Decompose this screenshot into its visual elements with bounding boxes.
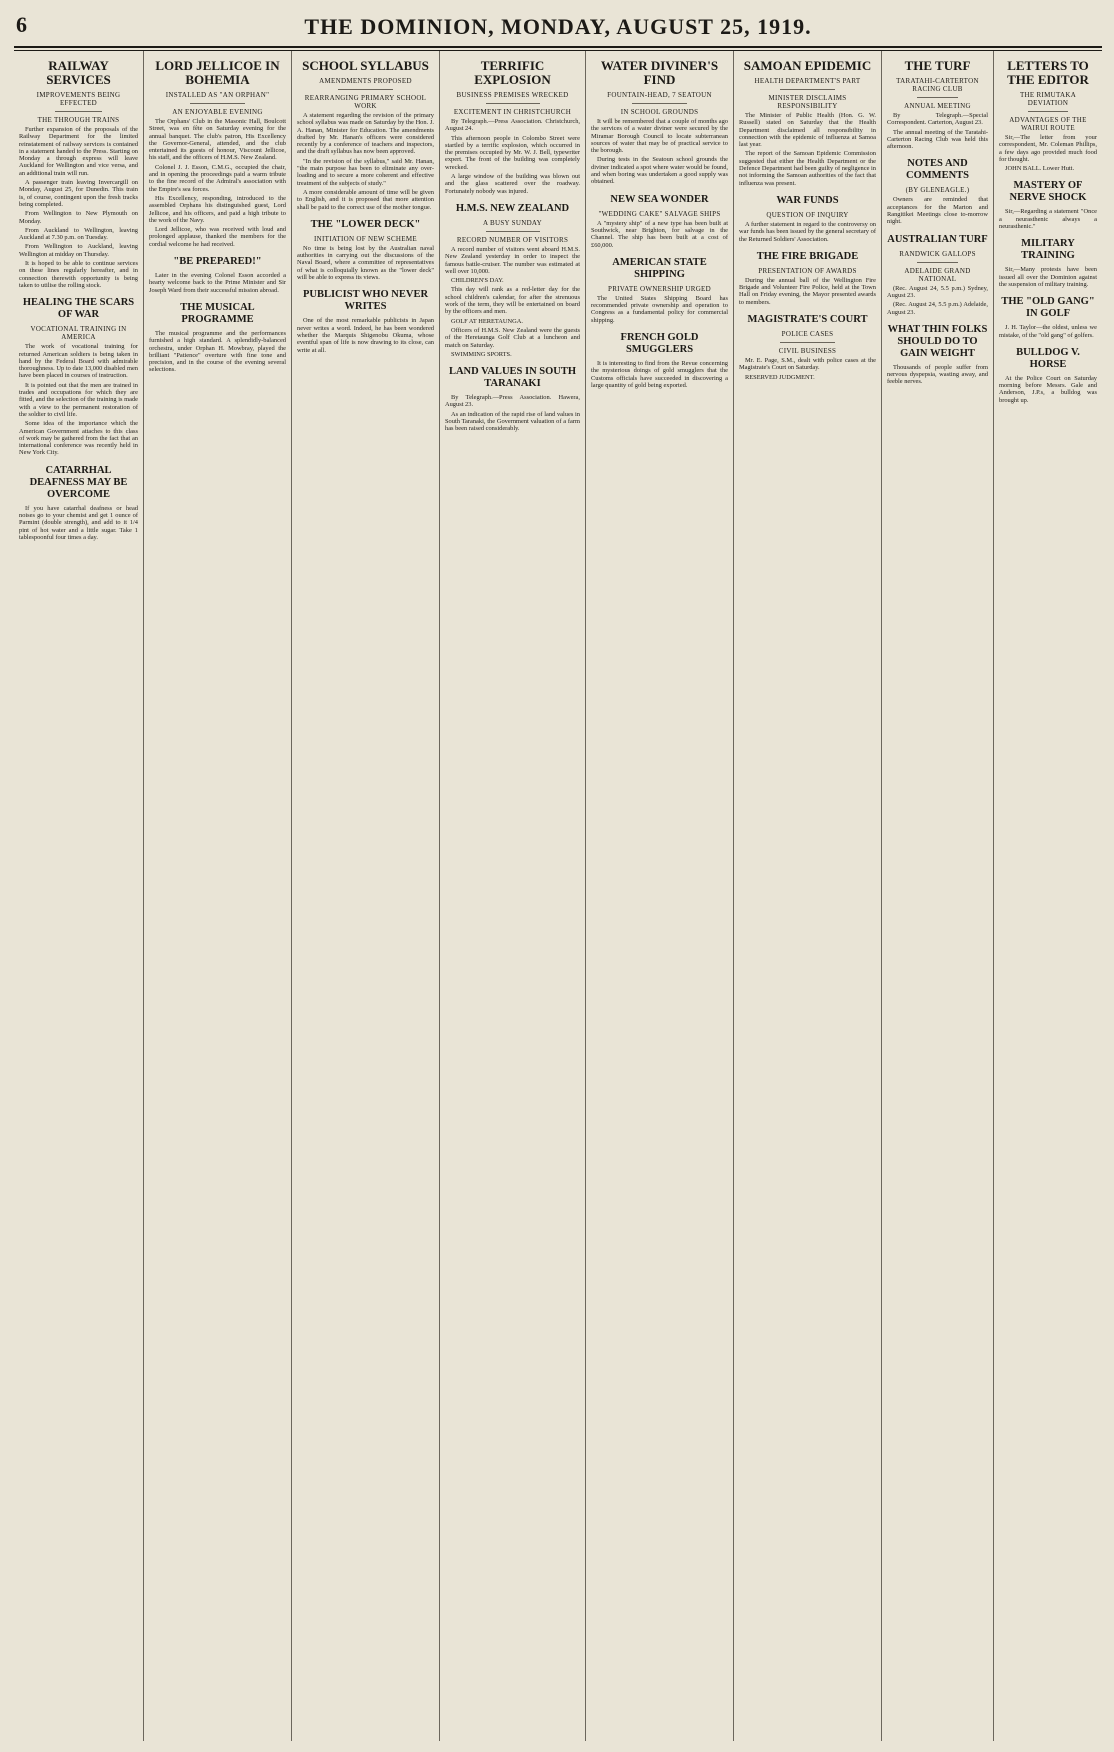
article-headline: AUSTRALIAN TURF <box>887 233 988 245</box>
article-paragraph: From Wellington to New Plymouth on Monday. <box>19 210 138 225</box>
column-4 <box>440 51 586 1741</box>
article <box>445 59 580 195</box>
article-headline: H.M.S. NEW ZEALAND <box>455 202 570 214</box>
article-body <box>591 295 728 324</box>
article-paragraph: The Minister of Public Health (Hon. G. W. Russell) stated on Saturday that the Health Department disclaimed all responsibility in connection with the epidemic of influenza at Samoa last year. <box>739 112 876 149</box>
article-subhead: THE THROUGH TRAINS <box>37 116 120 124</box>
article-subhead: CIVIL BUSINESS <box>778 347 837 356</box>
article-headline: "BE PREPARED!" <box>173 256 262 268</box>
article-headline: MAGISTRATE'S COURT <box>747 314 868 326</box>
article-body <box>149 272 286 294</box>
article-paragraph: The report of the Samoan Epidemic Commission suggested that either the Health Department or the Defence Department had been guilty of negligence in not informing the Samoan authorities of the fact that influenza was present. <box>739 150 876 187</box>
article-headline: SCHOOL SYLLABUS <box>302 58 429 73</box>
article <box>591 194 728 249</box>
article-headline: CATARRHAL DEAFNESS MAY BE OVERCOME <box>29 464 128 500</box>
article <box>887 158 988 225</box>
column-1 <box>14 51 144 1741</box>
divider <box>632 103 687 104</box>
article-body <box>999 266 1097 288</box>
article-body <box>999 208 1097 230</box>
article-headline: BULLDOG V. HORSE <box>1016 346 1080 370</box>
article-headline: WHAT THIN FOLKS SHOULD DO TO GAIN WEIGHT <box>887 323 988 359</box>
divider <box>917 97 957 98</box>
page-number: 6 <box>16 12 27 37</box>
article-subhead: A BUSY SUNDAY <box>482 218 542 227</box>
article-subhead: "WEDDING CAKE" SALVAGE SHIPS <box>598 209 721 218</box>
article-subhead: HEALTH DEPARTMENT'S PART <box>754 77 861 85</box>
article-headline: TERRIFIC EXPLOSION <box>474 58 551 87</box>
article-paragraph: A passenger train leaving Invercargill on Monday, August 25, for Dunedin. This train is, of course, contingent upon the fresh tracks being completed. <box>19 179 138 208</box>
article-headline: WAR FUNDS <box>776 194 839 206</box>
article <box>149 256 286 294</box>
article-paragraph: As an indication of the rapid rise of land values in South Taranaki, the Government valuation of a farm has been raised considerably. <box>445 410 580 433</box>
article-paragraph: Owners are reminded that acceptances for the Marton and Rangitikei Meetings close to-morrow night. <box>887 196 988 226</box>
article <box>739 59 876 187</box>
article <box>19 465 138 541</box>
article-headline: THE "OLD GANG" IN GOLF <box>1001 296 1095 320</box>
article-paragraph: By Telegraph.—Press Association. Christchurch, August 24. <box>445 118 580 133</box>
divider <box>486 103 540 104</box>
article-paragraph: (Rec. August 24, 5.5 p.m.) Sydney, August 23. <box>887 284 988 299</box>
article-body <box>19 126 138 289</box>
article-headline: LETTERS TO THE EDITOR <box>1007 58 1089 87</box>
article-subhead: INSTALLED AS "AN ORPHAN" <box>165 91 270 99</box>
newspaper-title: THE DOMINION, MONDAY, AUGUST 25, 1919. <box>304 14 812 39</box>
article-body <box>297 317 434 353</box>
article-body <box>297 245 434 281</box>
article <box>149 59 286 248</box>
article-body <box>999 324 1097 339</box>
article-body <box>887 112 988 150</box>
column-3 <box>292 51 440 1741</box>
article-paragraph: (Rec. August 24, 5.5 p.m.) Adelaide, August 23. <box>887 301 988 316</box>
article-subhead: RANDWICK GALLOPS <box>899 249 976 258</box>
article-body <box>739 221 876 243</box>
article-headline: RAILWAY SERVICES <box>46 58 111 87</box>
article-subhead: TARATAHI-CARTERTON RACING CLUB <box>896 77 979 93</box>
article-subhead: IMPROVEMENTS BEING EFFECTED <box>36 91 121 107</box>
article <box>297 219 434 281</box>
article <box>19 297 138 456</box>
article-headline: LORD JELLICOE IN BOHEMIA <box>155 58 280 87</box>
article-paragraph: It is interesting to find from the Revue concerning the mysterious doings of gold smugglers that the Customs officials have succeeded in discovering a large quantity of gold being exported. <box>591 360 728 389</box>
article-body <box>999 375 1097 404</box>
article-body <box>739 277 876 306</box>
article <box>739 251 876 306</box>
article-body <box>999 134 1097 172</box>
article <box>887 324 988 386</box>
article-paragraph: During tests in the Seatoun school grounds the diviner indicated a spot where water would be found, and when boring was undertaken a good supply was obtained. <box>591 156 728 186</box>
article <box>445 366 580 432</box>
article-paragraph: The work of vocational training for returned American soldiers is being taken in hand by the Federal Board with admirable thoroughness. Up to date 13,000 disabled men have been placed in courses of instruction. <box>19 343 138 380</box>
article-body <box>149 118 286 248</box>
divider <box>338 89 393 90</box>
article <box>297 59 434 211</box>
column-8 <box>994 51 1102 1741</box>
article-body <box>445 246 580 358</box>
article-paragraph: By Telegraph.—Press Association. Hawera, August 23. <box>445 394 580 409</box>
article-paragraph: GOLF AT HERETAUNGA. <box>451 317 523 325</box>
article-paragraph: A large window of the building was blown out and the glass scattered over the roadway. Fortunately nobody was injured. <box>445 173 580 195</box>
article-paragraph: A further statement in regard to the controversy on war funds has been issued by the general secretary of the Returned Soldiers' Association. <box>739 220 876 243</box>
article <box>149 302 286 374</box>
article-subhead: POLICE CASES <box>781 330 834 339</box>
article-body <box>591 360 728 389</box>
divider <box>190 103 245 104</box>
article-body <box>445 394 580 432</box>
article-body <box>19 505 138 541</box>
article-paragraph: From Auckland to Wellington, leaving Auckland at 7.30 p.m. on Tuesday. <box>19 226 138 242</box>
article-subhead: PRESENTATION OF AWARDS <box>758 266 857 275</box>
divider <box>780 342 835 343</box>
article-paragraph: It is pointed out that the men are trained in trades and occupations for which they are fitted, and the selection of the training is made with a view to the permanent restoration of the soldier to civil life. <box>19 381 138 418</box>
article-paragraph: A "mystery ship" of a new type has been built at Southwick, near Brighton, for salvage in the Channel. The ship has been built at a cost of £60,000. <box>591 219 728 249</box>
article <box>999 238 1097 288</box>
article-paragraph: The Orphans' Club in the Masonic Hall, Boulcott Street, was en fête on Saturday evening for the annual banquet. The club's patron, His Excellency the Governor-General, attended, and the club entertained its guests of honour, Viscount Jellicoe, his staff, and the officers of H.M.S. New Zealand. <box>149 118 286 162</box>
article <box>297 289 434 353</box>
article-headline: NOTES AND COMMENTS <box>906 158 969 182</box>
article-headline: SAMOAN EPIDEMIC <box>743 58 872 73</box>
article-headline: THE MUSICAL PROGRAMME <box>180 301 255 325</box>
article-body <box>887 196 988 225</box>
article-subhead: QUESTION OF INQUIRY <box>766 210 849 219</box>
article <box>19 59 138 289</box>
article-paragraph: By Telegraph.—Special Correspondent. Carterton, August 23. <box>887 112 988 127</box>
article-headline: THE "LOWER DECK" <box>310 218 421 230</box>
article-body <box>19 343 138 456</box>
article-subhead: RECORD NUMBER OF VISITORS <box>456 235 569 244</box>
article <box>445 203 580 358</box>
article-paragraph: Officers of H.M.S. New Zealand were the guests of the Heretaunga Golf Club at a luncheon and match on Saturday. <box>445 326 580 349</box>
article-paragraph: Further expansion of the proposals of the Railway Department for the limited reinstatement of railway services is contained in a statement handed to the Press. Starting on Monday a through express will leave Auckland for Wellington and vice versa, and an additional train will run. <box>19 126 138 177</box>
article <box>591 332 728 389</box>
article-paragraph: Colonel J. J. Esson, C.M.G., occupied the chair, and in opening the proceedings paid a warm tribute to the fine record of the Admiral's association with the Empire's sea forces. <box>149 163 286 193</box>
article-body <box>445 118 580 195</box>
article-paragraph: J. H. Taylor—the oldest, unless we mistake, of the "old gang" of golfers. <box>999 324 1097 339</box>
column-grid <box>14 51 1102 1741</box>
article-paragraph: "In the revision of the syllabus," said Mr. Hanan, "the main purpose has been to eliminate any over-loading and to secure a more coherent and effective treatment of the subjects of study." <box>297 157 434 187</box>
article-paragraph: Lord Jellicoe, who was received with loud and prolonged applause, thanked the members for the cordial welcome he had received. <box>149 226 286 248</box>
article-body <box>149 330 286 374</box>
article-paragraph: The annual meeting of the Taratahi-Carterton Racing Club was held this afternoon. <box>887 128 988 151</box>
article-body <box>591 118 728 186</box>
article <box>999 59 1097 172</box>
article <box>999 180 1097 230</box>
article-headline: MASTERY OF NERVE SHOCK <box>1009 180 1087 204</box>
article-headline: MILITARY TRAINING <box>1021 238 1075 262</box>
article-headline: THE FIRE BRIGADE <box>756 250 859 262</box>
article-paragraph: If you have catarrhal deafness or head noises go to your chemist and get 1 ounce of Parmint (double strength), and add to it 1/4 pint of hot water and a little sugar. Take 1 tablespoonful four times a day. <box>19 504 138 541</box>
column-2 <box>144 51 292 1741</box>
divider <box>55 111 103 112</box>
article-body <box>739 357 876 381</box>
article-headline: FRENCH GOLD SMUGGLERS <box>620 332 699 356</box>
article-subhead: ANNUAL MEETING <box>904 102 971 110</box>
article <box>739 195 876 243</box>
article-paragraph: Thousands of people suffer from nervous dyspepsia, wasting away, and feeble nerves. <box>887 363 988 386</box>
article-paragraph: One of the most remarkable publicists in Japan never writes a word. Indeed, he has been wondered whether the Marquis Shigenobu Okuma, whose eventful span of life is now drawing to its close, can write at all. <box>297 317 434 354</box>
article <box>591 59 728 186</box>
divider <box>1028 111 1067 112</box>
article-headline: WATER DIVINER'S FIND <box>600 58 719 87</box>
article <box>739 314 876 381</box>
article-paragraph: No time is being lost by the Australian naval authorities in carrying out the discussions of the Naval Board, where a committee of representatives of what is colloquially known as the "lower deck" will be able to express its views. <box>297 244 434 282</box>
article-body <box>887 285 988 316</box>
article-subhead: AMENDMENTS PROPOSED <box>319 77 412 85</box>
article-body <box>297 112 434 211</box>
article-paragraph: Some idea of the importance which the American Government attaches to this class of work may be gathered from the fact that an international conference was recently held in New York City. <box>19 420 138 457</box>
article-paragraph: At the Police Court on Saturday morning before Messrs. Gale and Anderson, J.P.s, a bulldog was brought up. <box>999 374 1097 404</box>
column-5 <box>586 51 734 1741</box>
masthead <box>14 10 1102 48</box>
article-subhead: ADELAIDE GRAND NATIONAL <box>904 266 971 283</box>
article-body <box>887 364 988 386</box>
article-paragraph: A statement regarding the revision of the primary school syllabus was made on Saturday by the Hon. J. A. Hanan, Minister for Education. The amendments drafted by Mr. Hanan's officers were considered recently by a conference of teachers and inspectors, and the draft syllabus has now been approved. <box>297 112 434 156</box>
article-body <box>739 112 876 187</box>
article-subhead: AN ENJOYABLE EVENING <box>172 108 263 116</box>
article-paragraph: RESERVED JUDGMENT. <box>745 373 815 381</box>
article-paragraph: During the annual ball of the Wellington Fire Brigade and Volunteer Fire Police, held at the Town Hall on Friday evening, the Mayor presented awards to members. <box>739 276 876 306</box>
article-subhead: EXCITEMENT IN CHRISTCHURCH <box>453 108 572 116</box>
article-subhead: VOCATIONAL TRAINING IN AMERICA <box>30 325 127 342</box>
article-paragraph: Mr. E. Page, S.M., dealt with police cases at the Magistrate's Court on Saturday. <box>739 357 876 372</box>
article-subhead: REARRANGING PRIMARY SCHOOL WORK <box>304 94 427 110</box>
article <box>999 347 1097 404</box>
article-paragraph: This day will rank as a red-letter day for the school children's calendar, for after the strenuous work of the term, they will be entertained on board by the officers and men. <box>445 286 580 316</box>
article <box>887 234 988 316</box>
article-body <box>591 220 728 249</box>
article-paragraph: Later in the evening Colonel Esson accorded a hearty welcome back to the Prime Minister and Sir Joseph Ward from their successful mission abroad. <box>149 272 286 294</box>
article-paragraph: The musical programme and the performances furnished a high standard. A splendidly-balanced orchestra, under Orphan H. Mowbray, played the brilliant "Patience" overture with fine tone and precision, and in the course of the evening several selections. <box>149 329 286 374</box>
article-subhead: BUSINESS PREMISES WRECKED <box>456 91 569 99</box>
article-headline: PUBLICIST WHO NEVER WRITES <box>302 289 429 313</box>
article-paragraph: Sir,—Regarding a statement "Once a neurasthenic always a neurasthenic." <box>999 208 1097 231</box>
article <box>887 59 988 150</box>
article-paragraph: Sir,—Many protests have been issued all over the Dominion against the suspension of military training. <box>999 266 1097 288</box>
article-subhead: INITIATION OF NEW SCHEME <box>314 234 417 243</box>
article-paragraph: It will be remembered that a couple of months ago the services of a water diviner were secured by the Miramar Borough Council to locate subterranean sources of water that may be of practical service to the borough. <box>591 118 728 155</box>
article-subhead: THE RIMUTAKA DEVIATION <box>1019 91 1077 107</box>
article-subhead: FOUNTAIN-HEAD, 7 SEATOUN <box>607 91 712 99</box>
column-6 <box>734 51 882 1741</box>
article-paragraph: His Excellency, responding, introduced to the assembled Orphans his distinguished guest, Lord Jellicoe, and his officers, and paid a high tribute to the work of the Navy. <box>149 194 286 224</box>
article-headline: HEALING THE SCARS OF WAR <box>22 297 135 321</box>
article-paragraph: Sir,—The letter from your correspondent, Mr. Coleman Phillips, a few days ago provided much food for thought. <box>999 134 1097 163</box>
article-headline: AMERICAN STATE SHIPPING <box>612 256 707 280</box>
article-subhead: IN SCHOOL GROUNDS <box>620 108 699 116</box>
article-headline: NEW SEA WONDER <box>610 193 709 205</box>
article-paragraph: The United States Shipping Board has recommended private ownership and operation to Congress as a fundamental policy for commercial shipping. <box>591 294 728 324</box>
article-paragraph: A record number of visitors went aboard H.M.S. New Zealand yesterday in order to inspect the famous battle-cruiser. The number was estimated at well over 10,000. <box>445 245 580 275</box>
article-paragraph: This afternoon people in Colombo Street were startled by a terrific explosion, which occurred in the premises occupied by Mr. W. J. Bell, typewriter expert. The front of the building was completely wrecked. <box>445 134 580 171</box>
article-paragraph: SWIMMING SPORTS. <box>451 350 512 358</box>
article-headline: LAND VALUES IN SOUTH TARANAKI <box>448 366 577 390</box>
column-7 <box>882 51 994 1741</box>
article-subhead: PRIVATE OWNERSHIP URGED <box>608 284 711 293</box>
article-subhead: (BY GLENEAGLE.) <box>905 186 970 195</box>
article-paragraph: From Wellington to Auckland, leaving Wellington at midday on Thursday. <box>19 243 138 258</box>
article <box>999 296 1097 339</box>
article-paragraph: CHILDREN'S DAY. <box>451 277 504 285</box>
article-subhead: ADVANTAGES OF THE WAIRUI ROUTE <box>1009 116 1087 132</box>
article-paragraph: JOHN BALL. Lower Hutt. <box>1005 165 1075 173</box>
divider <box>780 89 835 90</box>
divider <box>486 231 540 232</box>
divider <box>917 262 957 263</box>
article-paragraph: A more considerable amount of time will be given to English, and it is proposed that more attention shall be paid to the correct use of the mother tongue. <box>297 188 434 211</box>
article-paragraph: It is hoped to be able to continue services on these lines regularly hereafter, and in connection therewith opportunity is being taken to utilise the rolling stock. <box>19 260 138 289</box>
article <box>591 257 728 324</box>
article-headline: THE TURF <box>904 58 971 73</box>
article-subhead: MINISTER DISCLAIMS RESPONSIBILITY <box>768 94 847 110</box>
